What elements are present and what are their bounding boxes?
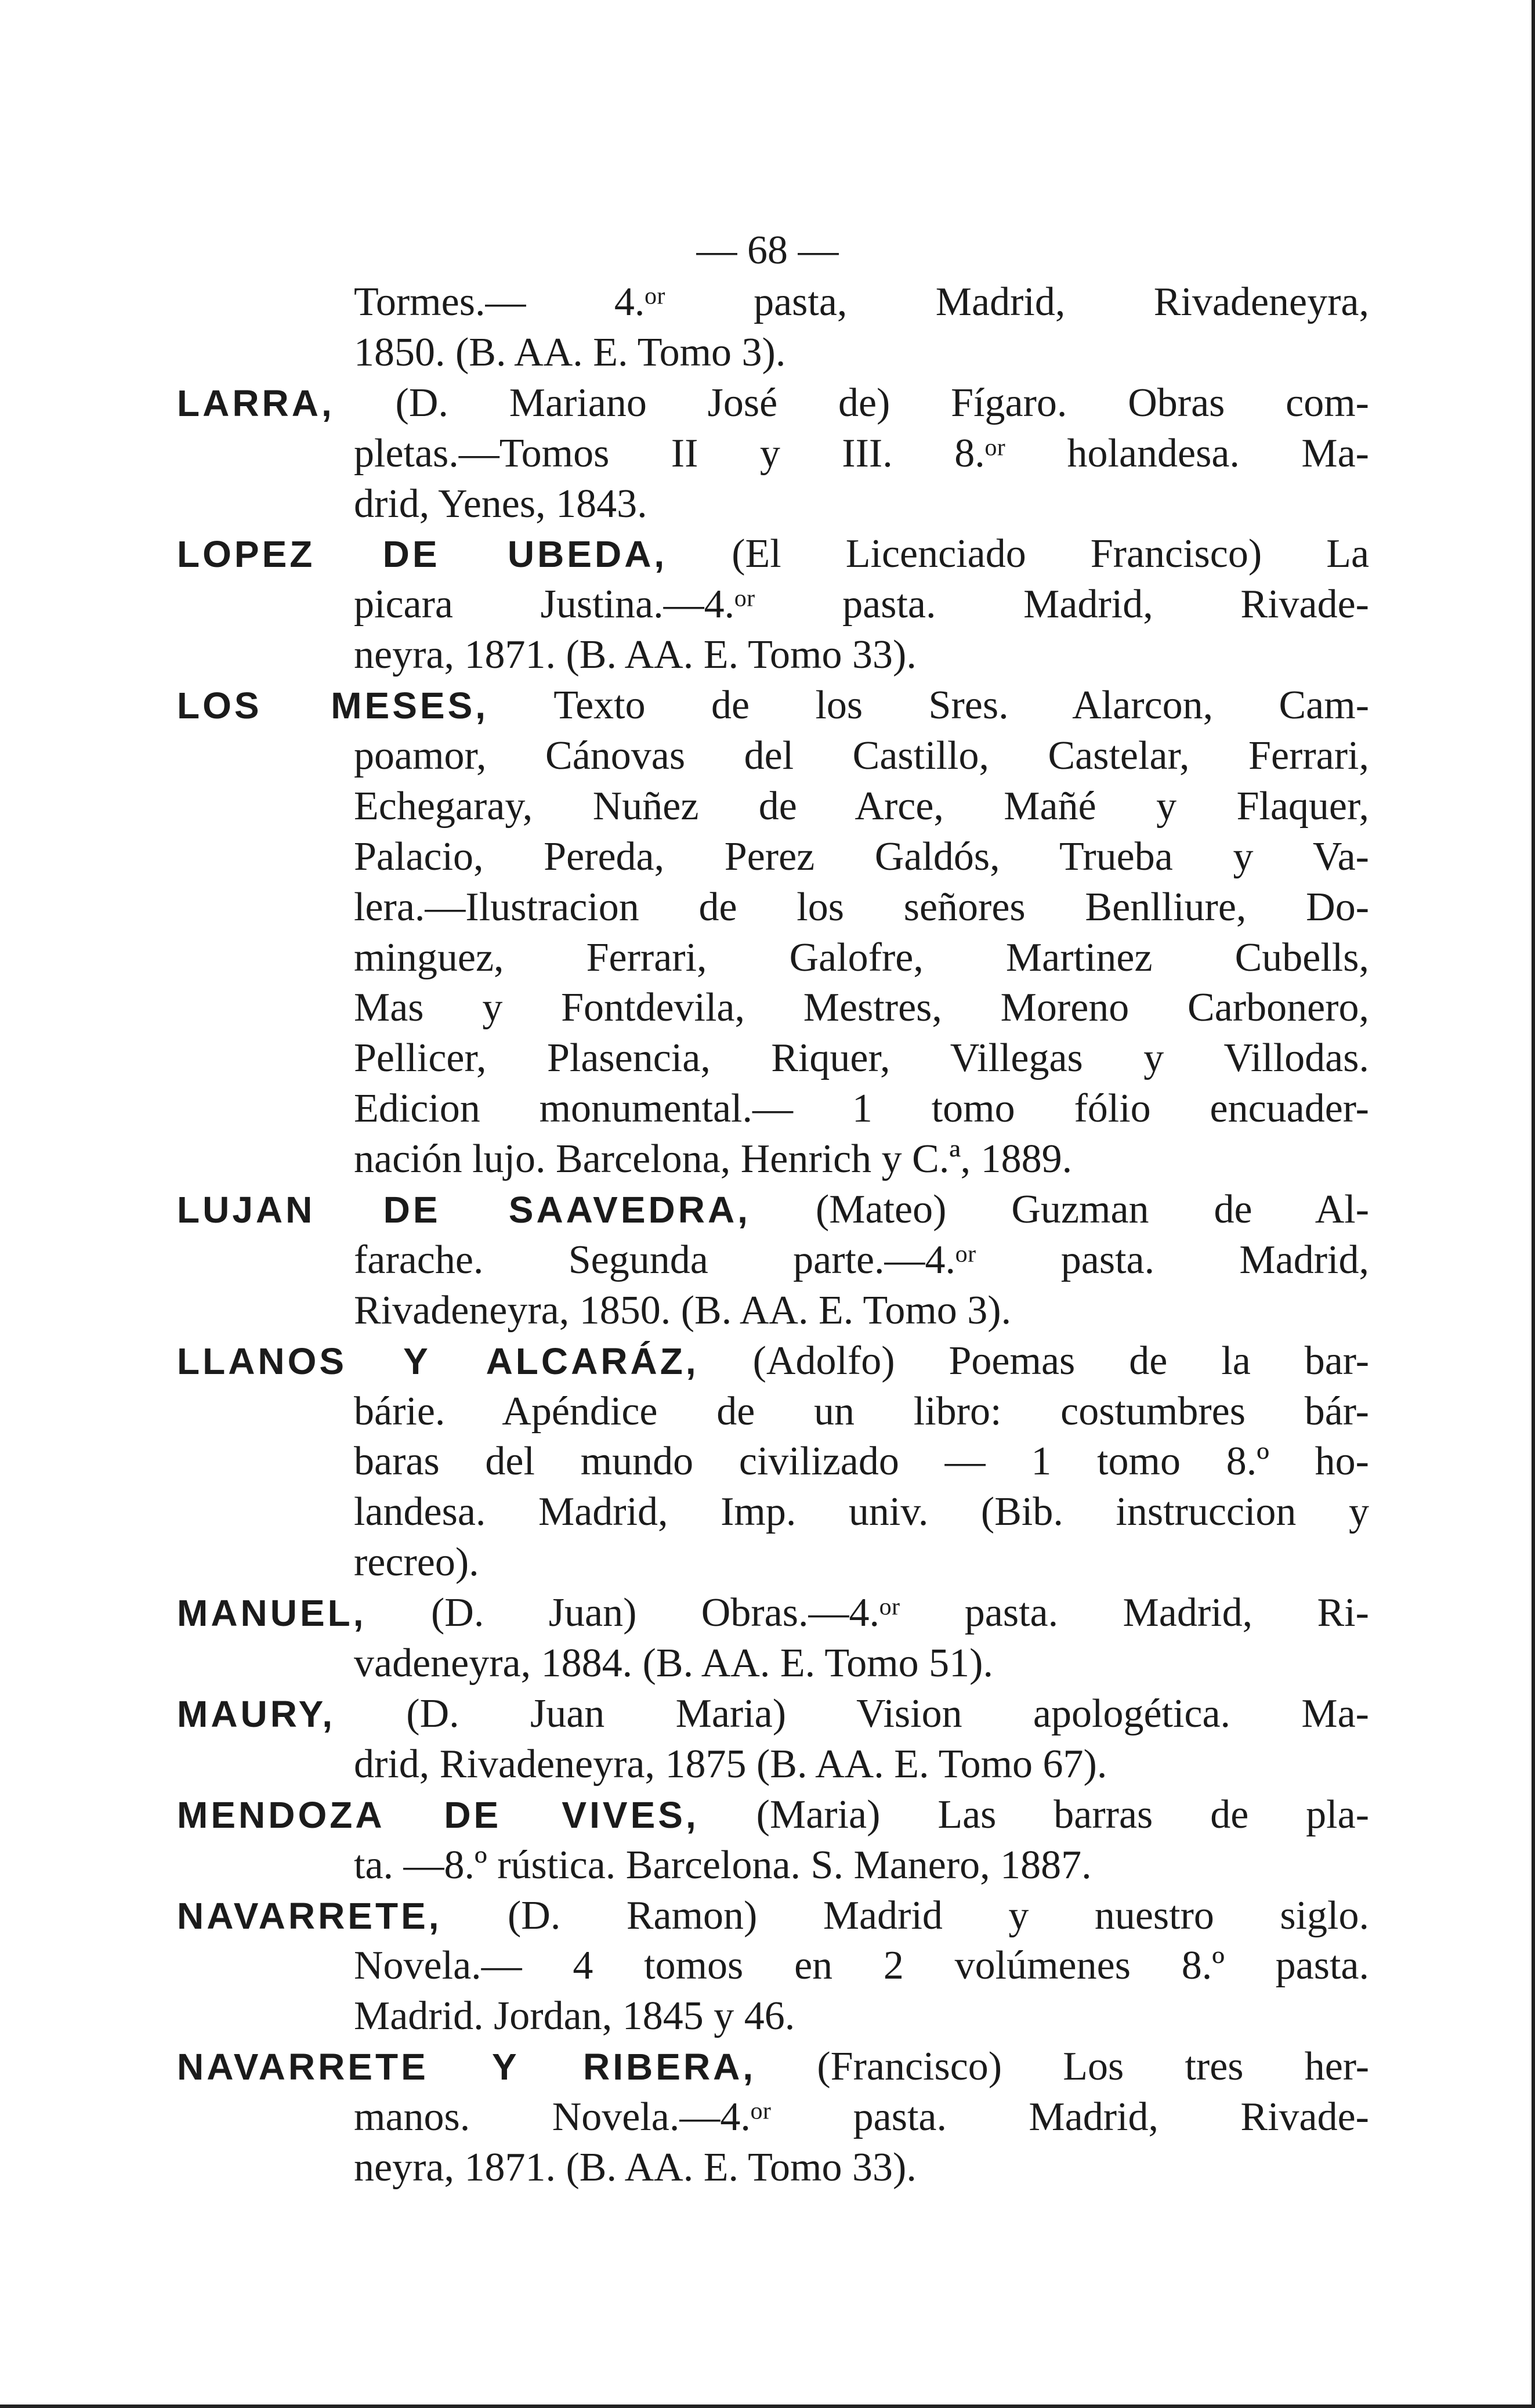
entry-first-line (177, 1790, 1369, 1841)
entry-heading: LLANOS Y ALCARÁZ, (177, 1340, 699, 1382)
entry-line: recreo). (354, 1540, 479, 1585)
entry-line: baras del mundo civilizado — 1 tomo 8.º ho- (354, 1439, 1369, 1484)
entry-line: Mas y Fontdevila, Mestres, Moreno Carbonero, (354, 985, 1369, 1031)
entry-line: Novela.— 4 tomos en 2 volúmenes 8.º pasta. (354, 1943, 1369, 1988)
entry-first-line (177, 1689, 1369, 1740)
entry-line: (D. Ramon) Madrid y nuestro siglo. (508, 1893, 1369, 1938)
entry-line: Rivadeneyra, 1850. (B. AA. E. Tomo 3). (354, 1288, 1012, 1333)
entry-line: picara Justina.—4.ᵒʳ pasta. Madrid, Rivade- (354, 582, 1369, 627)
entry-line: Palacio, Pereda, Perez Galdós, Trueba y Va- (354, 834, 1369, 879)
entry-line: minguez, Ferrari, Galofre, Martinez Cubells, (354, 935, 1369, 980)
entry-first-line (177, 529, 1369, 580)
entry-line: (D. Juan Maria) Vision apologética. Ma- (406, 1691, 1369, 1736)
entry-line: Tormes.— 4.ᵒʳ pasta, Madrid, Rivadeneyra, (354, 280, 1369, 324)
entry-first-line (177, 1588, 1369, 1639)
entry-heading: NAVARRETE Y RIBERA, (177, 2046, 756, 2088)
entry-line: ta. —8.º rústica. Barcelona. S. Manero, 1887. (354, 1842, 1092, 1888)
entry-line: drid, Yenes, 1843. (354, 481, 647, 526)
entry-first-line (177, 2042, 1369, 2092)
entry-line: vadeneyra, 1884. (B. AA. E. Tomo 51). (354, 1641, 993, 1686)
entry-first-line (177, 1891, 1369, 1941)
entry-heading: NAVARRETE, (177, 1894, 442, 1937)
entry-line: (Mateo) Guzman de Al- (815, 1187, 1370, 1232)
entry-heading: LOS MESES, (177, 685, 489, 727)
entry-line: Texto de los Sres. Alarcon, Cam- (553, 683, 1370, 728)
entry-line: (El Licenciado Francisco) La (732, 532, 1370, 577)
entry-line: Pellicer, Plasencia, Riquer, Villegas y Villodas. (354, 1036, 1369, 1081)
entry-line: poamor, Cánovas del Castillo, Castelar, Ferrari, (354, 733, 1369, 779)
entry-line: manos. Novela.—4.ᵒʳ pasta. Madrid, Rivade- (354, 2095, 1369, 2140)
page-number: — 68 — (696, 228, 839, 273)
entry-heading: MANUEL, (177, 1592, 367, 1635)
entry-line: (D. Mariano José de) Fígaro. Obras com- (395, 380, 1369, 425)
entry-line: neyra, 1871. (B. AA. E. Tomo 33). (354, 632, 917, 678)
entry-heading: LUJAN DE SAAVEDRA, (177, 1189, 751, 1231)
entry-line: pletas.—Tomos II y III. 8.ᵒʳ holandesa. Ma- (354, 431, 1369, 476)
entry-line: (Adolfo) Poemas de la bar- (752, 1338, 1370, 1383)
entry-line: Edicion monumental.— 1 tomo fólio encuader- (354, 1086, 1369, 1131)
entry-heading: LARRA, (177, 382, 335, 424)
entry-first-line (177, 681, 1369, 731)
entry-line: (D. Juan) Obras.—4.ᵒʳ pasta. Madrid, Ri- (430, 1590, 1369, 1636)
entry-heading: LOPEZ DE UBEDA, (177, 533, 668, 576)
entry-first-line (177, 1336, 1369, 1387)
bibliography-text (177, 277, 1369, 2193)
entry-line: nación lujo. Barcelona, Henrich y C.ª, 1889. (354, 1137, 1073, 1182)
entry-first-line (177, 378, 1369, 429)
entry-line: Echegaray, Nuñez de Arce, Mañé y Flaquer, (354, 783, 1369, 829)
entry-line: Madrid. Jordan, 1845 y 46. (354, 1994, 795, 2039)
entry-line: neyra, 1871. (B. AA. E. Tomo 33). (354, 2145, 917, 2190)
entry-heading: MAURY, (177, 1693, 335, 1735)
entry-line: drid, Rivadeneyra, 1875 (B. AA. E. Tomo 67). (354, 1741, 1107, 1787)
entry-heading: MENDOZA DE VIVES, (177, 1794, 699, 1836)
entry-line: 1850. (B. AA. E. Tomo 3). (354, 330, 786, 375)
entry-line: landesa. Madrid, Imp. univ. (Bib. instruccion y (354, 1489, 1369, 1535)
entry-line: lera.—Ilustracion de los señores Benlliure, Do- (354, 884, 1369, 930)
entry-line: (Francisco) Los tres her- (817, 2044, 1370, 2089)
entry-line: bárie. Apéndice de un libro: costumbres bár- (354, 1389, 1369, 1434)
entry-first-line (177, 1185, 1369, 1235)
entry-line: (Maria) Las barras de pla- (756, 1792, 1369, 1837)
entry-line: farache. Segunda parte.—4.ᵒʳ pasta. Madrid, (354, 1237, 1369, 1282)
